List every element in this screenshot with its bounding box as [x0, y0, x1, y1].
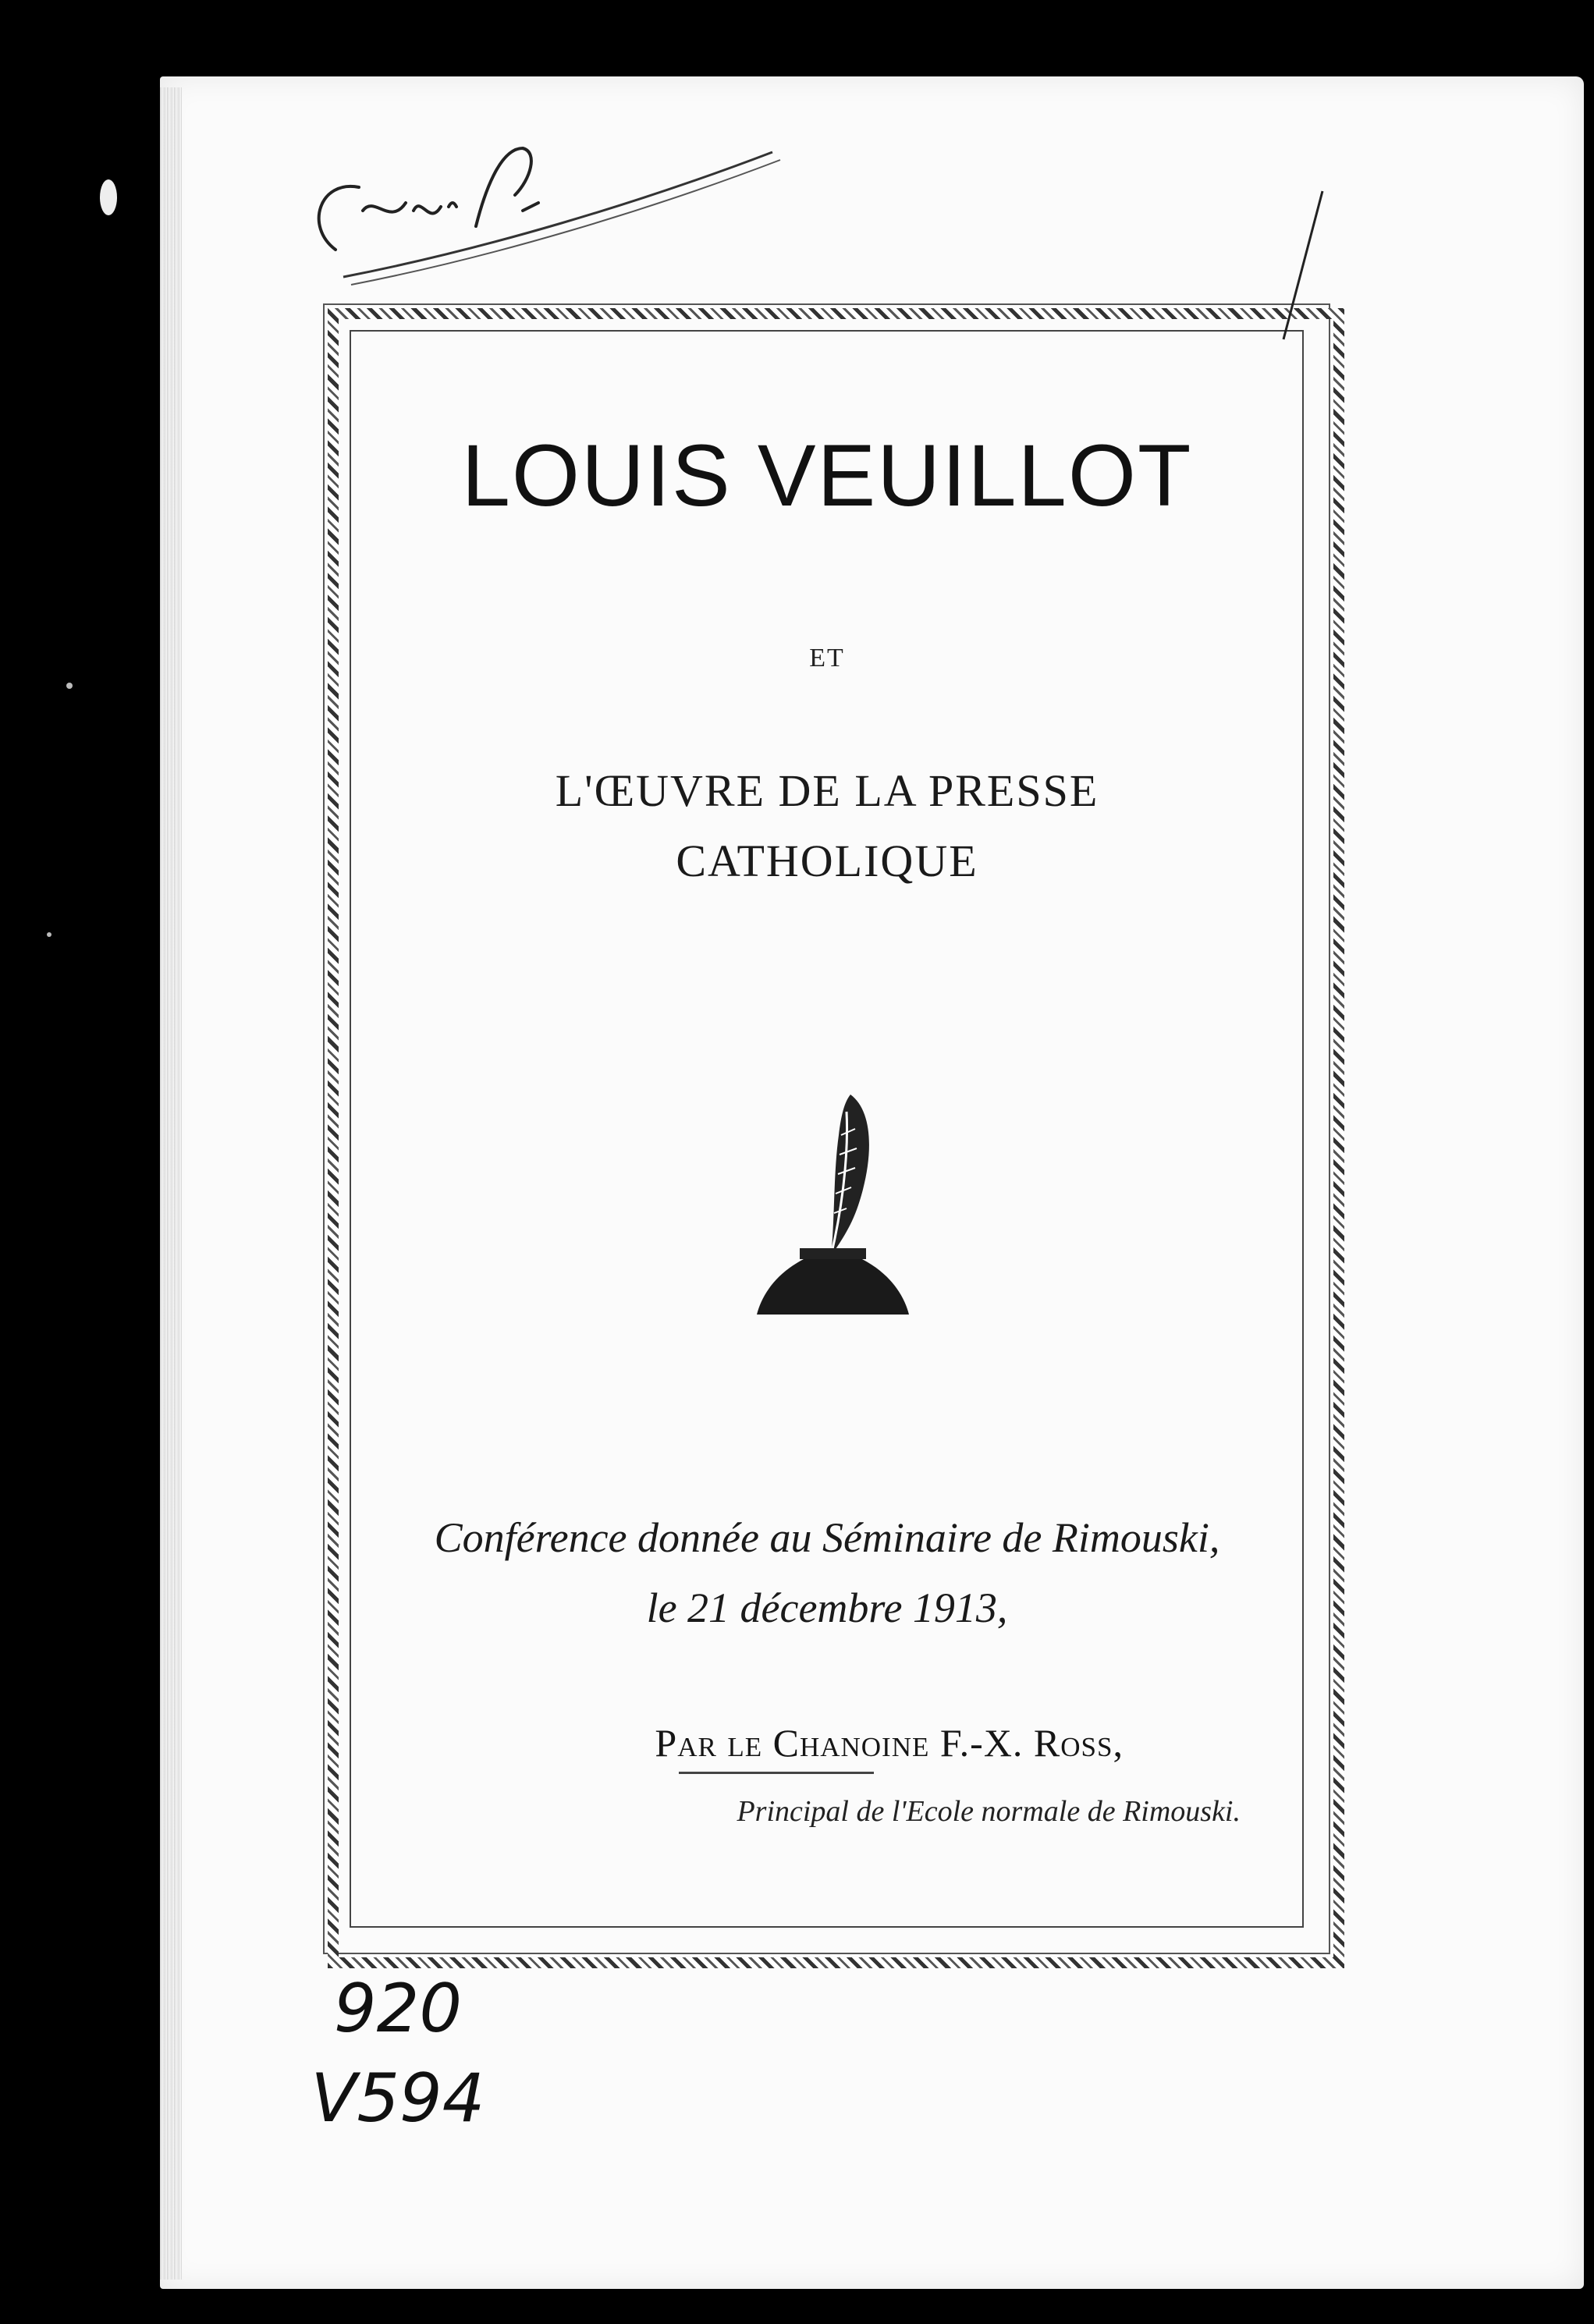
subtitle-line-1: L'ŒUVRE DE LA PRESSE	[555, 765, 1099, 816]
call-number-line-1: 920	[333, 1970, 463, 2048]
scribble-text: Cr.v.	[289, 107, 313, 120]
pencil-underline	[679, 1772, 874, 1774]
dust-speck	[100, 179, 117, 215]
dust-speck	[47, 932, 51, 937]
title-conjunction: ET	[809, 644, 845, 672]
author-role: Principal de l'Ecole normale de Rimouski.	[737, 1795, 1241, 1828]
call-number-line-2: V594	[311, 2060, 485, 2138]
pencil-stroke	[1280, 187, 1326, 343]
subtitle-line-2: CATHOLIQUE	[676, 836, 978, 886]
dust-speck	[66, 683, 73, 689]
book-title: LOUIS VEUILLOT	[461, 427, 1193, 524]
quill-inkwell-icon	[757, 1088, 913, 1322]
handwritten-scribble	[289, 107, 835, 304]
conference-line-2: le 21 décembre 1913,	[646, 1584, 1008, 1631]
conference-line-1: Conférence donnée au Séminaire de Rimouski,	[434, 1514, 1220, 1561]
page-edges	[160, 87, 182, 2280]
author-line: Par le Chanoine F.-X. Ross,	[655, 1721, 1124, 1765]
